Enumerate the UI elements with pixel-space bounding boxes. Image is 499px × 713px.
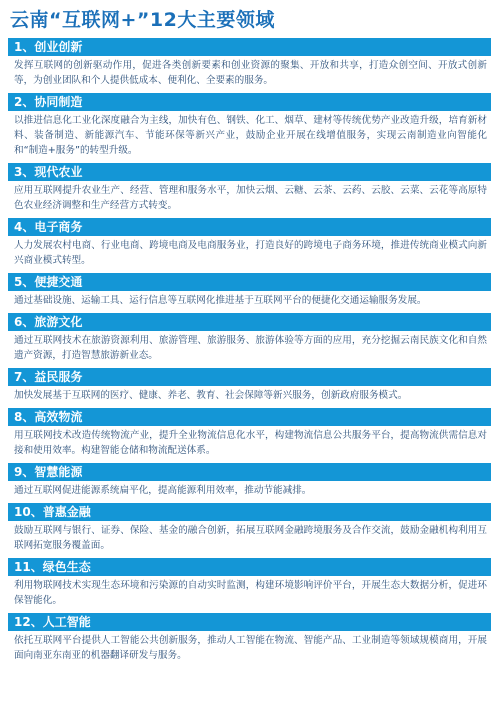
- section-heading: 10、普惠金融: [8, 503, 491, 521]
- section-heading: 12、人工智能: [8, 613, 491, 631]
- section-public-services: [8, 368, 491, 408]
- section-heading: 5、便捷交通: [8, 273, 491, 291]
- section-text: 依托互联网平台提供人工智能公共创新服务，推动人工智能在物流、智能产品、工业制造等领域规模商用，开展面向南亚东南亚的机器翻译研发与服务。: [14, 635, 487, 661]
- section-text: 人力发展农村电商、行业电商、跨境电商及电商服务业，打造良好的跨境电子商务环境，推进传统商业模式向新兴商业模式转型。: [14, 240, 487, 266]
- section-logistics: [8, 408, 491, 463]
- section-text: 鼓励互联网与银行、证券、保险、基金的融合创新，拓展互联网金融跨境服务及合作交流，鼓励金融机构利用互联网拓宽服务覆盖面。: [14, 525, 487, 551]
- section-transport: [8, 273, 491, 313]
- section-heading: 4、电子商务: [8, 218, 491, 236]
- section-tourism: [8, 313, 491, 368]
- section-heading: 11、绿色生态: [8, 558, 491, 576]
- section-text: 利用物联网技术实现生态环境和污染源的自动实时监测，构建环境影响评价平台，开展生态大数据分析，促进环保智能化。: [14, 580, 487, 606]
- section-manufacturing: [8, 93, 491, 163]
- page-title: 云南“互联网+”12大主要领域: [10, 9, 275, 31]
- section-heading: 3、现代农业: [8, 163, 491, 181]
- section-text: 通过互联网技术在旅游资源利用、旅游管理、旅游服务、旅游体验等方面的应用，充分挖掘云南民族文化和自然遗产资源，打造智慧旅游新业态。: [14, 335, 487, 361]
- section-entrepreneurship: [8, 38, 491, 93]
- section-heading: 8、高效物流: [8, 408, 491, 426]
- section-text: 应用互联网提升农业生产、经营、管理和服务水平，加快云烟、云糖、云茶、云药、云胶、云菜、云花等高原特色农业经济调整和生产经营方式转变。: [14, 185, 487, 211]
- section-ecology: [8, 558, 491, 613]
- section-energy: [8, 463, 491, 503]
- section-list: [8, 38, 491, 668]
- section-ecommerce: [8, 218, 491, 273]
- section-heading: 9、智慧能源: [8, 463, 491, 481]
- section-heading: 1、创业创新: [8, 38, 491, 56]
- section-heading: 2、协同制造: [8, 93, 491, 111]
- section-text: 用互联网技术改造传统物流产业，提升全业物流信息化水平，构建物流信息公共服务平台，提高物流供需信息对接和使用效率。构建智能仓储和物流配送体系。: [14, 430, 487, 456]
- section-text: 发挥互联网的创新驱动作用，促进各类创新要素和创业资源的聚集、开放和共享，打造众创空间、开放式创新等，为创业团队和个人提供低成本、便利化、全要素的服务。: [14, 60, 487, 86]
- section-text: 加快发展基于互联网的医疗、健康、养老、教育、社会保障等新兴服务，创新政府服务模式。: [14, 390, 408, 401]
- section-heading: 7、益民服务: [8, 368, 491, 386]
- section-agriculture: [8, 163, 491, 218]
- section-text: 通过基础设施、运输工具、运行信息等互联网化推进基于互联网平台的便捷化交通运输服务发展。: [14, 295, 427, 306]
- section-ai: [8, 613, 491, 668]
- section-heading: 6、旅游文化: [8, 313, 491, 331]
- section-text: 以推进信息化工业化深度融合为主线，加快有色、钢铁、化工、烟草、建材等传统优势产业改造升级，培育新材料、装备制造、新能源汽车、节能环保等新兴产业，鼓励企业开展在线增值服务，实现云南制造业向智能化和“制造+服务”的转型升级。: [14, 115, 487, 156]
- section-finance: [8, 503, 491, 558]
- section-text: 通过互联网促进能源系统扁平化，提高能源利用效率，推动节能减排。: [14, 485, 312, 496]
